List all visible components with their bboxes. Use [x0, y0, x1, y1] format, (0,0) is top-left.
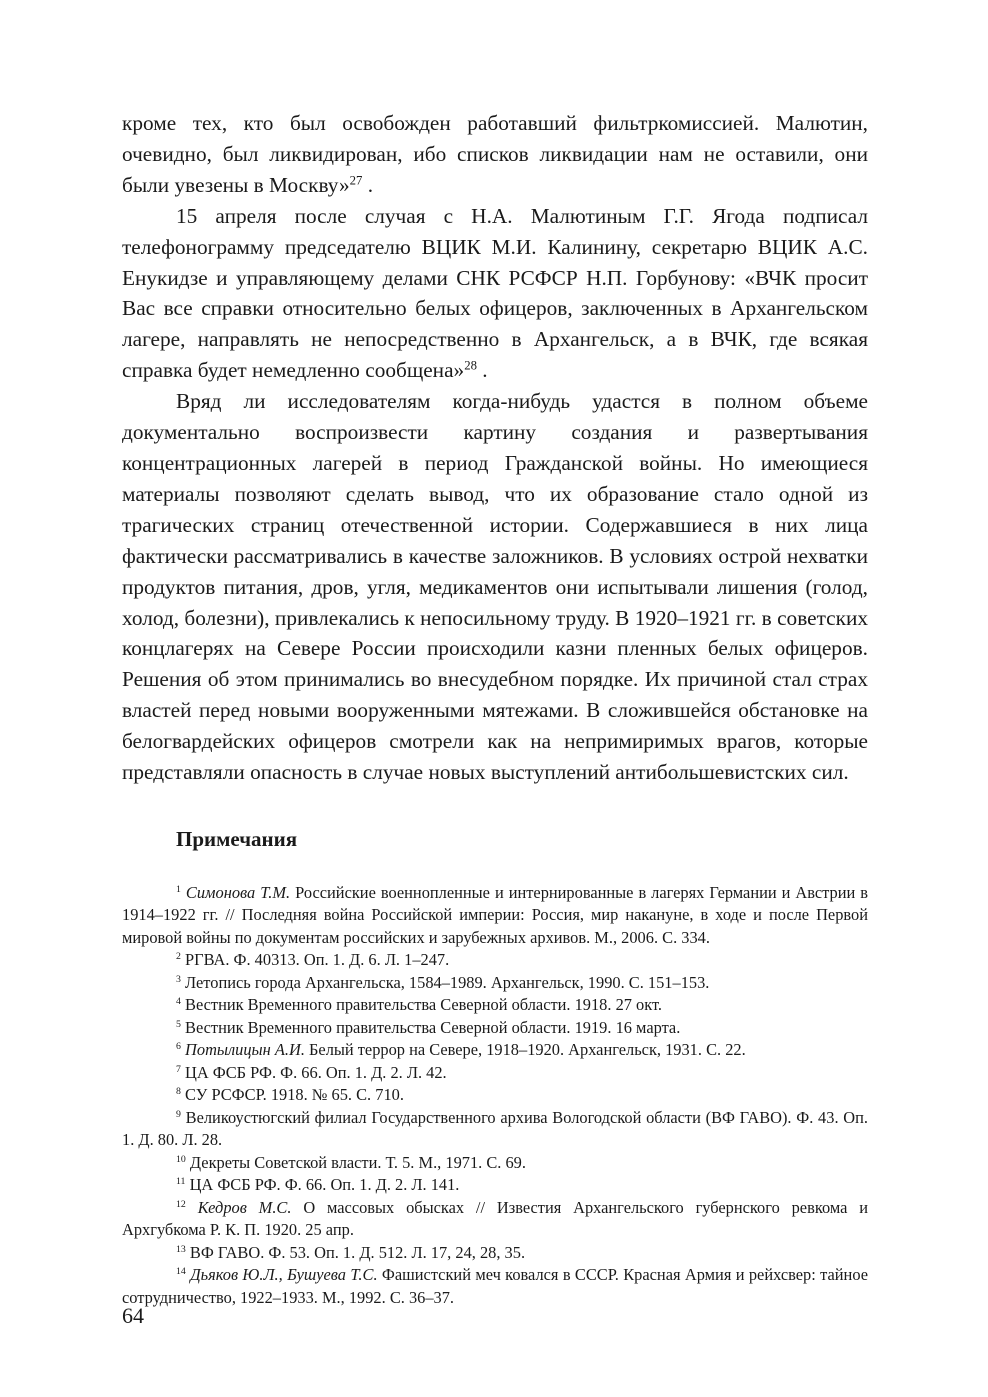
page-number: 64 — [122, 1303, 144, 1328]
footnote-ref-28[interactable]: 28 — [464, 358, 477, 373]
note-item: $^5$ Вестник Временного правительства Северной области. 1919. 16 марта. — [176, 1017, 681, 1037]
note-item: $^6$ Потылицын А.И. Белый террор на Севере, 1918–1920. Архангельск, 1931. С. 22. — [176, 1040, 746, 1060]
paragraph-3: Вряд ли исследователям когда-нибудь удастся в полном объеме документально воспроизвести картину создания и развертывания концентрационных лагерей в период Гражданской войны. Но имеющиеся материалы позволяют сделать вывод, что их образование стало одной из трагических страниц отечественной истории. Содержавшиеся в них лица фактически рассматривались в качестве заложников. В условиях острой нехватки продуктов питания, дров, угля, медикаментов они испытывали лишения (голод, холод, болезни), привлекались к непосильному труду. В 1920–1921 гг. в советских концлагерях на Севере России происходили казни пленных белых офицеров. Решения об этом принимались во внесудебном порядке. Их причиной стал страх властей перед новыми вооруженными мятежами. В сложившейся обстановке на белогвардейских офицеров смотрели как на непримиримых врагов, которые представляли опасность в случае новых выступлений антибольшевистских сил. — [122, 389, 868, 785]
note-item: $^{11}$ ЦА ФСБ РФ. Ф. 66. Оп. 1. Д. 2. Л. 141. — [176, 1175, 460, 1195]
note-item: $^8$ СУ РСФСР. 1918. № 65. С. 710. — [176, 1085, 404, 1105]
note-item: $^4$ Вестник Временного правительства Северной области. 1918. 27 окт. — [176, 995, 663, 1015]
note-item: $^7$ ЦА ФСБ РФ. Ф. 66. Оп. 1. Д. 2. Л. 42. — [176, 1062, 447, 1082]
paragraph-1: кроме тех, кто был освобожден работавший фильтркомиссией. Малютин, очевидно, был ликвидирован, ибо списков ликвидации нам не оставили, они были увезены в Москву»$^{27}$ . — [122, 111, 868, 197]
note-item: $^9$ Великоустюгский филиал Государственного архива Вологодской области (ВФ ГАВО). Ф. 43. Оп. 1. Д. 80. Л. 28. — [122, 1107, 868, 1150]
note-item: $^2$ РГВА. Ф. 40313. Оп. 1. Д. 6. Л. 1–247. — [176, 950, 450, 970]
note-item: $^{13}$ ВФ ГАВО. Ф. 53. Оп. 1. Д. 512. Л. 17, 24, 28, 35. — [176, 1242, 526, 1262]
note-item: $^1$ Симонова Т.М. Российские военнопленные и интернированные в лагерях Германии и Австрии в 1914–1922 гг. // Последняя война Российской империи: Россия, мир накануне, в ходе и после Первой мировой войны по документам российских и зарубежных архивов. М., 2006. С. 334. — [122, 882, 868, 947]
footnote-ref-27[interactable]: 27 — [349, 173, 363, 188]
note-item: $^3$ Летопись города Архангельска, 1584–1989. Архангельск, 1990. С. 151–153. — [176, 972, 710, 992]
note-item: $^{12}$ Кедров М.С. О массовых обысках // Известия Архангельского губернского ревкома и Архгубкома Р. К. П. 1920. 25 апр. — [122, 1197, 868, 1240]
document-page — [122, 108, 868, 1309]
note-item: $^{14}$ Дьяков Ю.Л., Бушуева Т.С. Фашистский меч ковался в СССР. Красная Армия и рейхсвер: тайное сотрудничество, 1922–1933. М., 1992. С. 36–37. — [122, 1265, 868, 1307]
notes-list — [122, 882, 868, 1310]
main-text — [122, 108, 868, 788]
note-item: $^{10}$ Декреты Советской власти. Т. 5. М., 1971. С. 69. — [176, 1152, 526, 1172]
notes-heading: Примечания — [176, 826, 298, 851]
paragraph-2: 15 апреля после случая с Н.А. Малютиным Г.Г. Ягода подписал телефонограмму председателю ВЦИК М.И. Калинину, секретарю ВЦИК А.С. Енукидзе и управляющему делами СНК РСФСР Н.П. Горбунову: «ВЧК просит Вас все справки относительно белых офицеров, заключенных в Архангельском лагере, направлять не непосредственно в Архангельск, а в ВЧК, где всякая справка будет немедленно сообщена»$^{28}$ . — [122, 203, 868, 383]
